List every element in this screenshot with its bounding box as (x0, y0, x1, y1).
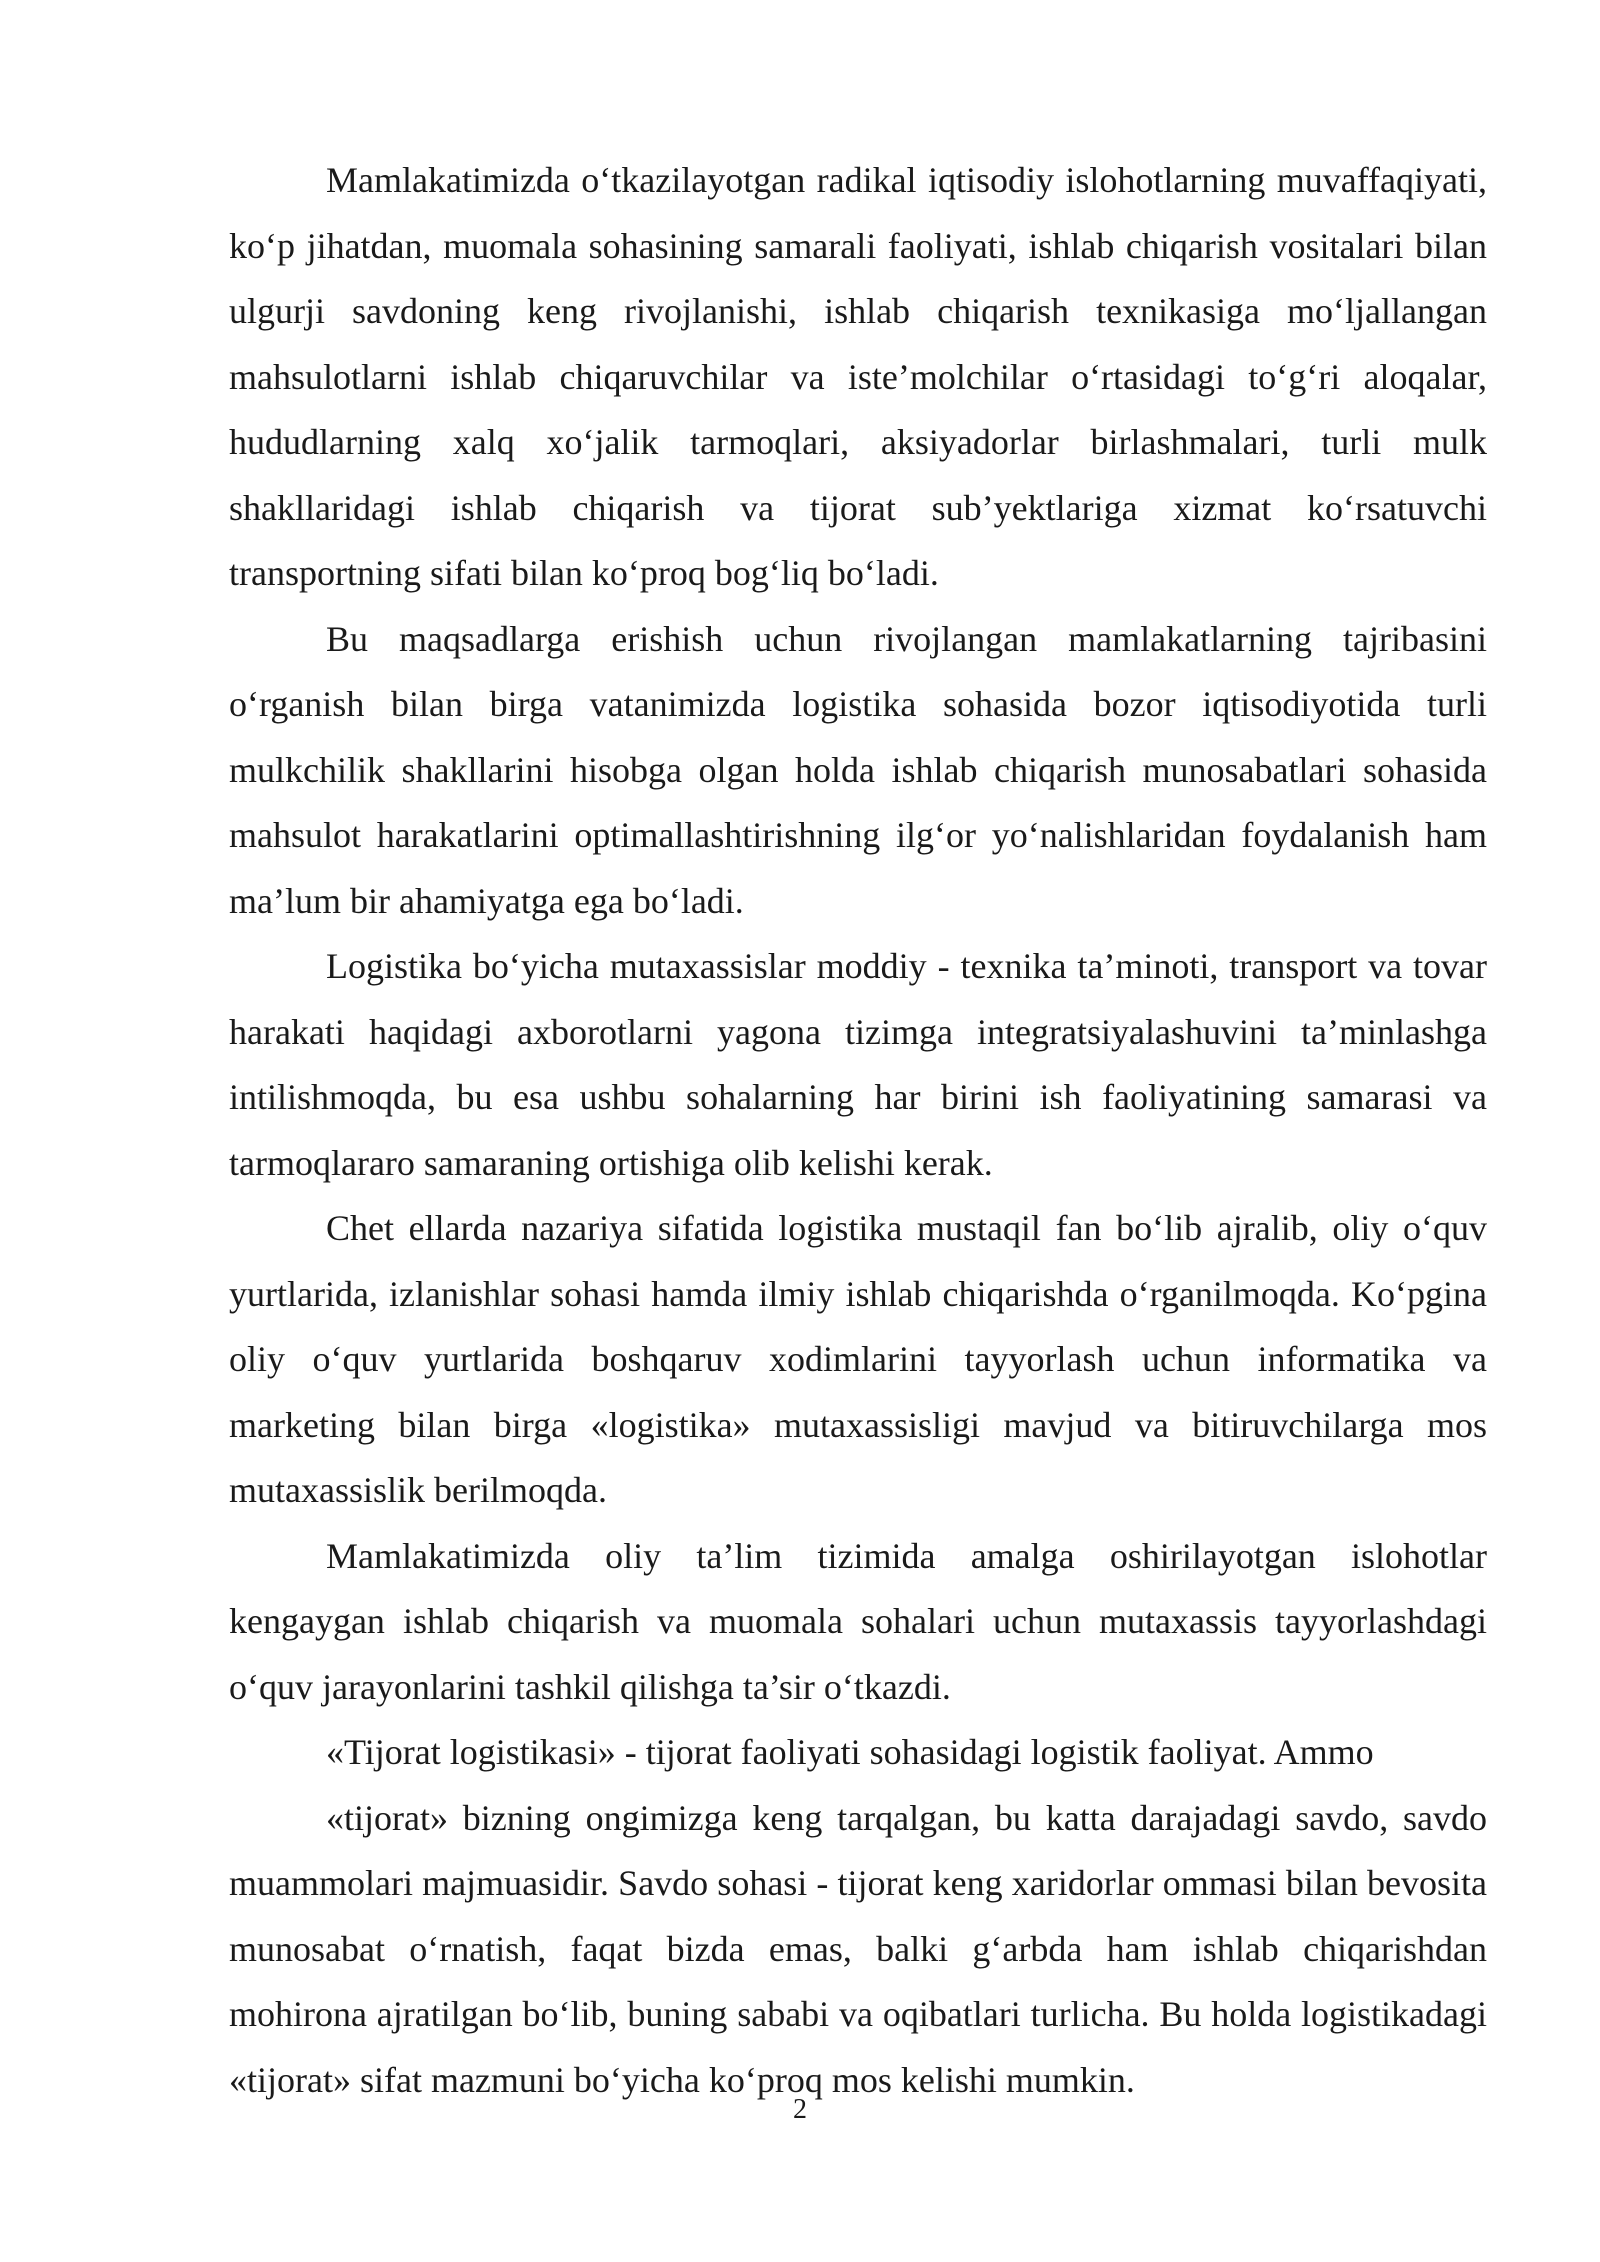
paragraph-foreign-experience: Bu maqsadlarga erishish uchun rivojlangan mamlakatlarning tajribasini o‘rganish bilan birga vatanimizda logistika sohasida bozor iqtisodiyotida turli mulkchilik shakllarini hisobga olgan holda ishlab chiqarish munosabatlari sohasida mahsulot harakatlarini optimallashtirishning ilg‘or yo‘nalishlaridan foydalanish ham ma’lum bir ahamiyatga ega bo‘ladi. (229, 618, 1487, 921)
paragraph-logistics-abroad: Chet ellarda nazariya sifatida logistika mustaqil fan bo‘lib ajralib, oliy o‘quv yurtlarida, izlanishlar sohasi hamda ilmiy ishlab chiqarishda o‘rganilmoqda. Ko‘pgina oliy o‘quv yurtlarida boshqaruv xodimlarini tayyorlash uchun informatika va marketing bilan birga «logistika» mutaxassisligi mavjud va bitiruvchilarga mos mutaxassislik berilmoqda. (229, 1208, 1487, 1510)
paragraph-reforms-success: Mamlakatimizda o‘tkazilayotgan radikal iqtisodiy islohotlarning muvaffaqiyati, ko‘p jihatdan, muomala sohasining samarali faoliyati, ishlab chiqarish vositalari bilan ulgurji savdoning keng rivojlanishi, ishlab chiqarish texnikasiga mo‘ljallangan mahsulotlarni ishlab chiqaruvchilar va iste’molchilar o‘rtasidagi to‘g‘ri aloqalar, hududlarning xalq xo‘jalik tarmoqlari, aksiyadorlar birlashmalari, turli mulk shakllaridagi ishlab chiqarish va tijorat sub’yektlariga xizmat ko‘rsatuvchi transportning sifati bilan ko‘proq bog‘liq bo‘ladi. (229, 160, 1487, 593)
page-number: 2 (793, 2094, 807, 2125)
paragraph-logistics-specialists: Logistika bo‘yicha mutaxassislar moddiy - texnika ta’minoti, transport va tovar harakati haqidagi axborotlarni yagona tizimga integratsiyalashuvini ta’minlashga intilishmoqda, bu esa ushbu sohalarning har birini ish faoliyatining samarasi va tarmoqlararo samaraning ortishiga olib kelishi kerak. (229, 946, 1487, 1183)
paragraph-commerce-logistics-definition: «Tijorat logistikasi» - tijorat faoliyati sohasidagi logistik faoliyat. Ammo (326, 1732, 1374, 1772)
paragraph-commerce-meaning: «tijorat» bizning ongimizga keng tarqalgan, bu katta darajadagi savdo, savdo muammolari majmuasidir. Savdo sohasi - tijorat keng xaridorlar ommasi bilan bevosita munosabat o‘rnatish, faqat bizda emas, balki g‘arbda ham ishlab chiqarishdan mohirona ajratilgan bo‘lib, buning sababi va oqibatlari turlicha. Bu holda logistikadagi «tijorat» sifat mazmuni bo‘yicha ko‘proq mos kelishi mumkin. (229, 1797, 1487, 2100)
document-body (229, 148, 1487, 2113)
paragraph-higher-education: Mamlakatimizda oliy ta’lim tizimida amalga oshirilayotgan islohotlar kengaygan ishlab chiqarish va muomala sohalari uchun mutaxassis tayyorlashdagi o‘quv jarayonlarini tashkil qilishga ta’sir o‘tkazdi. (229, 1535, 1487, 1707)
